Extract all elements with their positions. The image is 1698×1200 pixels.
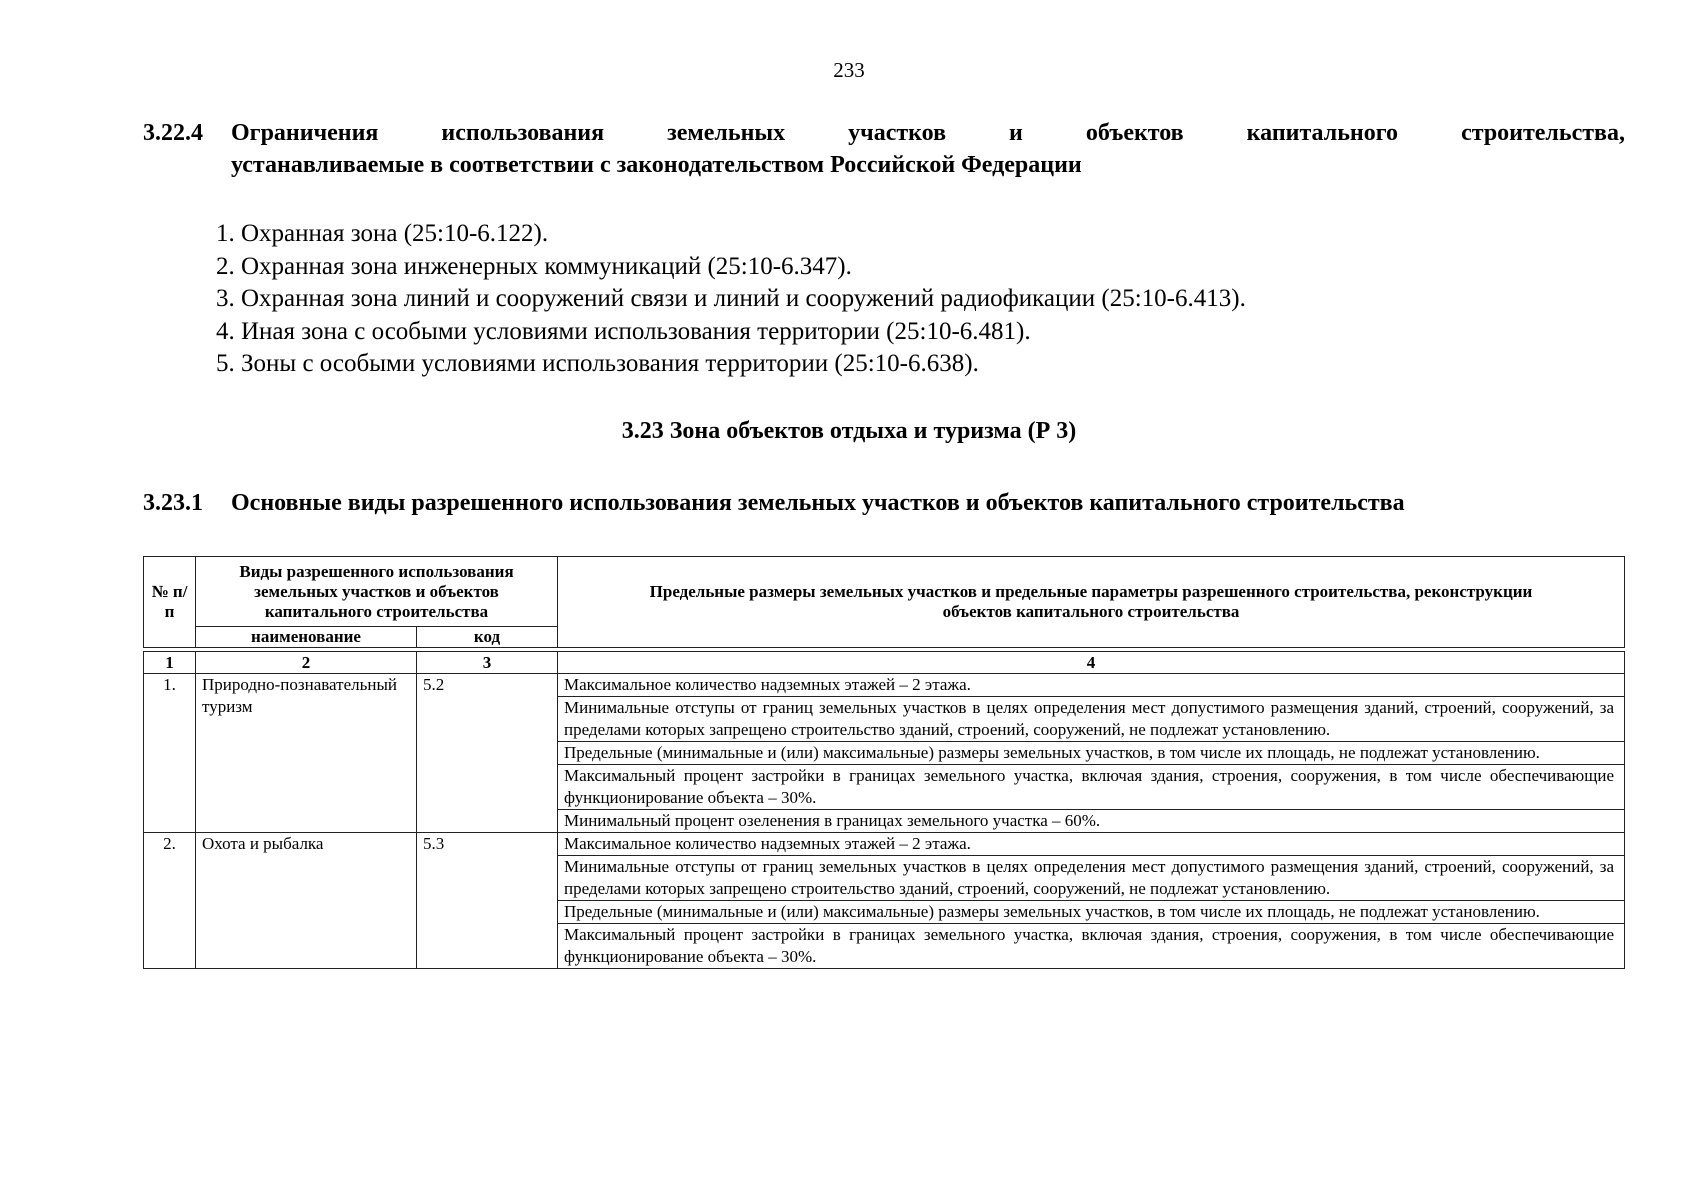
row-number: 2. <box>144 833 196 969</box>
param-cell: Максимальный процент застройки в границах земельного участка, включая здания, строения, сооружения, в том числе обеспечивающие функционирование объекта – 30%. <box>558 765 1625 810</box>
zone-title: 3.23 Зона объектов отдыха и туризма (Р 3) <box>621 418 1077 444</box>
param-cell: Минимальные отступы от границ земельных участков в целях определения мест допустимого размещения зданий, строений, сооружений, за пределами которых запрещено строительство зданий, строений, сооружений, не подлежат установлению. <box>558 856 1625 901</box>
list-item: 3. Охранная зона линий и сооружений связи и линий и сооружений радиофикации (25:10-6.413). <box>216 285 1246 312</box>
header-name: наименование <box>196 627 417 648</box>
header-code: код <box>417 627 558 648</box>
list-item: 1. Охранная зона (25:10-6.122). <box>216 220 549 247</box>
section-title <box>231 117 1625 181</box>
column-number: 3 <box>417 652 558 674</box>
list-item: 5. Зоны с особыми условиями использования территории (25:10-6.638). <box>216 350 979 377</box>
row-number: 1. <box>144 674 196 833</box>
header-params: Предельные размеры земельных участков и предельные параметры разрешенного строительства, реконструкции объектов капитального строительства <box>558 557 1625 648</box>
table-row <box>144 674 1625 697</box>
param-cell: Максимальное количество надземных этажей – 2 этажа. <box>558 674 1625 697</box>
param-cell: Максимальное количество надземных этажей – 2 этажа. <box>558 833 1625 856</box>
section-title-line2: устанавливаемые в соответствии с законодательством Российской Федерации <box>231 152 1082 178</box>
restrictions-list <box>216 218 1246 381</box>
zones-table <box>143 651 1625 969</box>
table-header <box>143 556 1625 648</box>
page-number: 233 <box>833 58 865 82</box>
section-number: 3.23.1 <box>143 490 203 516</box>
table-row <box>144 833 1625 856</box>
column-number: 2 <box>196 652 417 674</box>
use-kind-name: Природно-познавательный туризм <box>196 674 417 833</box>
section-heading-3-22-4 <box>143 117 1625 181</box>
header-kinds: Виды разрешенного использования земельных участков и объектов капитального строительства <box>196 557 558 627</box>
use-kind-code: 5.2 <box>417 674 558 833</box>
param-cell: Предельные (минимальные и (или) максимальные) размеры земельных участков, в том числе их площадь, не подлежат установлению. <box>558 901 1625 924</box>
use-kind-name: Охота и рыбалка <box>196 833 417 969</box>
param-cell: Минимальные отступы от границ земельных участков в целях определения мест допустимого размещения зданий, строений, сооружений, за пределами которых запрещено строительство зданий, строений, сооружений, не подлежат установлению. <box>558 697 1625 742</box>
list-item: 2. Охранная зона инженерных коммуникаций (25:10-6.347). <box>216 252 852 280</box>
column-number: 4 <box>558 652 1625 674</box>
section-heading-3-23-1 <box>143 487 1625 519</box>
table-numbering-row <box>144 652 1625 674</box>
section-title: Основные виды разрешенного использования земельных участков и объектов капитального строительства <box>231 490 1405 516</box>
column-number: 1 <box>144 652 196 674</box>
use-kind-code: 5.3 <box>417 833 558 969</box>
param-cell: Предельные (минимальные и (или) максимальные) размеры земельных участков, в том числе их площадь, не подлежат установлению. <box>558 742 1625 765</box>
section-title-line1: Ограничения использования земельных участков и объектов капитального строительства, <box>231 120 1625 146</box>
section-number: 3.22.4 <box>143 120 203 146</box>
list-item: 4. Иная зона с особыми условиями использования территории (25:10-6.481). <box>216 317 1031 345</box>
param-cell: Минимальный процент озеленения в границах земельного участка – 60%. <box>558 810 1625 833</box>
param-cell: Максимальный процент застройки в границах земельного участка, включая здания, строения, сооружения, в том числе обеспечивающие функционирование объекта – 30%. <box>558 924 1625 969</box>
header-no: № п/п <box>144 557 196 648</box>
